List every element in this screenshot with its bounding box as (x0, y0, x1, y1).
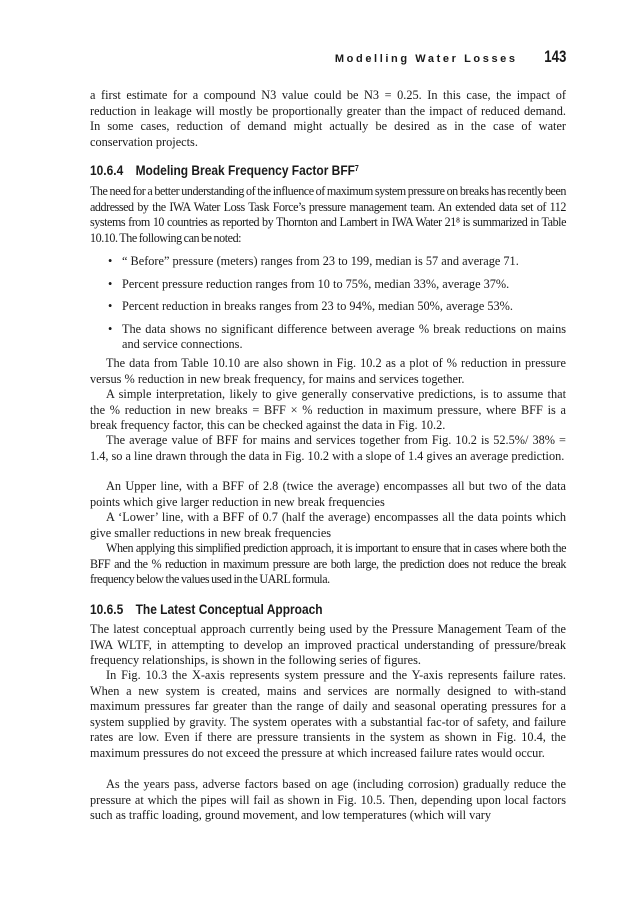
section-title: The Latest Conceptual Approach (135, 602, 323, 617)
paragraph: The data from Table 10.10 are also shown in Fig. 10.2 as a plot of % reduction in pressure versus % reduction in new break frequency, for mains and services together. (90, 356, 566, 386)
paragraph: The need for a better understanding of the influence of maximum system pressure on breaks has recently been addressed by the IWA Water Loss Task Force’s pressure management team. An extended data set of 112 systems from 10 countries as reported by Thornton and Lambert in IWA Water 21⁸ is summarized in Table 10.10. The following can be noted: (90, 184, 566, 245)
paragraph: As the years pass, adverse factors based on age (including corrosion) gradually reduce the pressure at which the pipes will fail as shown in Fig. 10.5. Then, depending upon local factors such as traffic loading, ground movement, and low temperatures (which will vary (90, 777, 566, 822)
list-item: • “ Before” pressure (meters) ranges from 23 to 199, median is 57 and average 71. (108, 254, 566, 270)
paragraph: An Upper line, with a BFF of 2.8 (twice the average) encompasses all but two of the data points which give larger reduction in new break frequencies (90, 479, 566, 509)
paragraph: A ‘Lower’ line, with a BFF of 0.7 (half the average) encompasses all the data points which give smaller reductions in new break frequencies (90, 510, 566, 540)
list-item: • The data shows no significant difference between average % break reductions on mains and service connections. (108, 322, 566, 353)
list-item: • Percent pressure reduction ranges from 10 to 75%, median 33%, average 37%. (108, 277, 566, 293)
footnote-ref: 7 (354, 164, 359, 173)
list-item: • Percent reduction in breaks ranges from 23 to 94%, median 50%, average 53%. (108, 299, 566, 315)
page-number: 143 (543, 47, 566, 66)
section-heading-10-6-4 (90, 163, 509, 178)
paragraph: The average value of BFF for mains and services together from Fig. 10.2 is 52.5%/ 38% = 1.4, so a line drawn through the data in Fig. 10.2 with a slope of 1.4 gives an average prediction. (90, 433, 566, 463)
paragraph: A simple interpretation, likely to give generally conservative predictions, is to assume that the % reduction in new breaks = BFF × % reduction in maximum pressure, where BFF is a break frequency factor, this can be checked against the data in Fig. 10.2. (90, 387, 566, 432)
section-title: Modeling Break Frequency Factor BFF (135, 163, 355, 178)
section-heading-10-6-5 (90, 602, 509, 617)
paragraph: When applying this simplified prediction approach, it is important to ensure that in cases where both the BFF and the % reduction in maximum pressure are both large, the prediction does not reduce the break frequency below the values used in the UARL formula. (90, 541, 566, 586)
paragraph: The latest conceptual approach currently being used by the Pressure Management Team of the IWA WLTF, in attempting to develop an improved practical understanding of pressure/break frequency relationships, is shown in the following series of figures. (90, 622, 566, 667)
paragraph: In Fig. 10.3 the X-axis represents system pressure and the Y-axis represents failure rates. When a new system is created, mains and services are normally designed to with-stand maximum pressures far greater than the range of daily and seasonal operating pressures for a system supplied by gravity. The system operates with a substantial fac-tor of safety, and failure rates are low. Even if there are pressure transients in the system as shown in Fig. 10.4, the maximum pressures do not exceed the pressure at which increased failure rates would occur. (90, 668, 566, 760)
intro-paragraph: a first estimate for a compound N3 value could be N3 = 0.25. In this case, the impact of reduction in leakage will mostly be proportionally greater than the impact of reduced demand. In some cases, reduction of demand might actually be desired as in the case of water conservation projects. (90, 88, 566, 149)
running-header (90, 47, 566, 67)
section-number: 10.6.4 (90, 163, 124, 178)
running-title: Modelling Water Losses (334, 53, 518, 65)
section-number: 10.6.5 (90, 602, 124, 617)
bullet-list (108, 254, 566, 360)
